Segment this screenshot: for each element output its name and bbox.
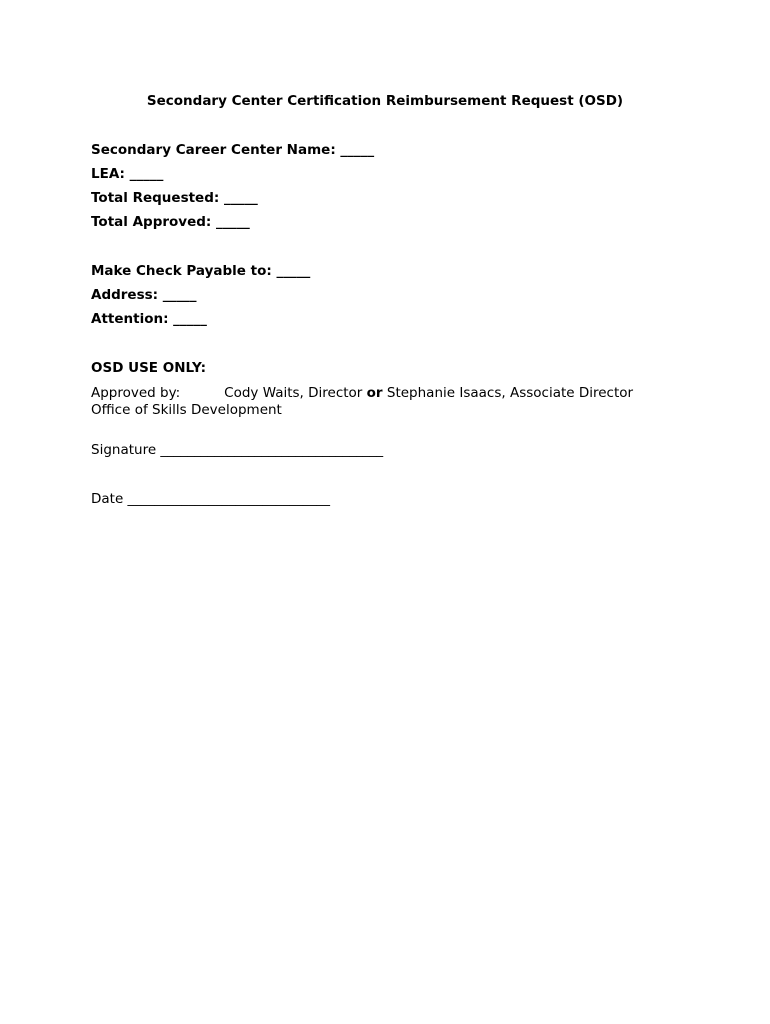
career-center-name-field: Secondary Career Center Name: _____ — [91, 142, 375, 158]
approver-associate-director: Stephanie Isaacs, Associate Director — [382, 385, 634, 401]
approved-by-label: Approved by: — [91, 385, 181, 401]
office-name: Office of Skills Development — [91, 402, 282, 418]
document-title: Secondary Center Certification Reimbursement Request (OSD) — [146, 93, 624, 109]
address-field: Address: _____ — [91, 287, 197, 303]
date-line: Date ______________________________ — [91, 491, 331, 507]
attention-field: Attention: _____ — [91, 311, 207, 327]
total-approved-field: Total Approved: _____ — [91, 214, 250, 230]
approver-conjunction: or — [366, 385, 383, 401]
total-requested-field: Total Requested: _____ — [91, 190, 258, 206]
payable-to-field: Make Check Payable to: _____ — [91, 263, 311, 279]
osd-use-only-heading: OSD USE ONLY: — [91, 360, 206, 376]
approver-director: Cody Waits, Director — [224, 385, 367, 401]
approved-by-line — [91, 385, 633, 401]
lea-field: LEA: _____ — [91, 166, 164, 182]
signature-line: Signature _________________________________ — [91, 442, 384, 458]
